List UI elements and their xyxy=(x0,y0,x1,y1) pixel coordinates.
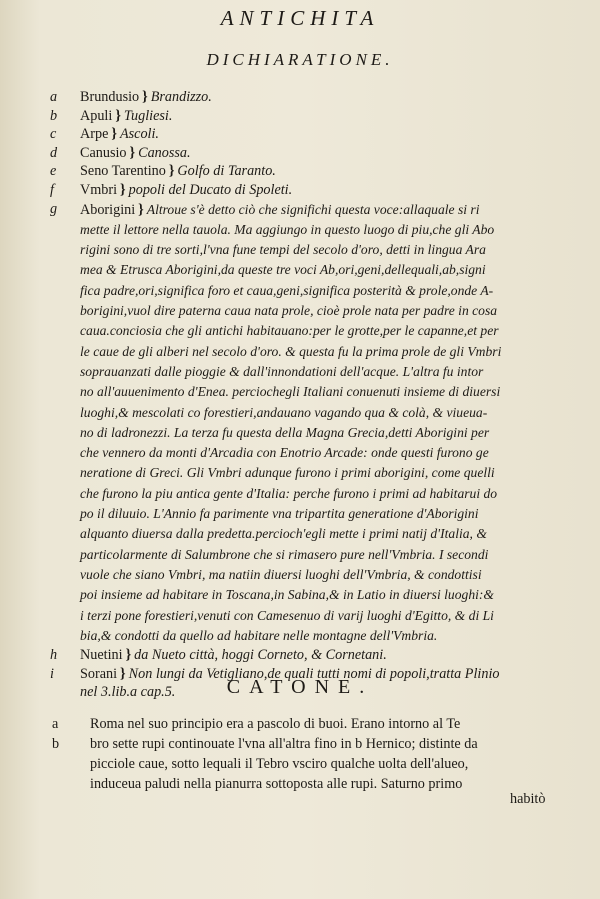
text-line: poi insieme ad habitare in Toscana,in Sabina,& in Latio in diuersi luoghi:& xyxy=(80,587,494,603)
entry-gloss-continuation: nel 3.lib.a cap.5. xyxy=(80,684,176,701)
text-line: rigini sono di tre sorti,l'vna fune tempi del secolo d'oro, detti in lingua Ara xyxy=(80,242,486,258)
text-line: po il diluuio. L'Annio fa parimente vna tripartita generatione d'Aborigini xyxy=(80,506,479,522)
entry-gloss: Tugliesi. xyxy=(123,107,173,124)
text-line: particolarmente di Salumbrone che si rimasero pure nell'Vmbria. I secondi xyxy=(80,546,489,562)
brace-symbol: } xyxy=(138,201,144,218)
text-line: neratione di Greci. Gli Vmbri adunque furono i primi aborigini, come quelli xyxy=(80,465,495,481)
entry-marker: b xyxy=(50,107,58,124)
catone-heading: CATONE. xyxy=(226,676,374,698)
entry-term: Aborigini xyxy=(80,201,136,218)
glossary-entry xyxy=(50,125,580,144)
section-title: DICHIARATIONE. xyxy=(206,50,394,69)
catchword: habitò xyxy=(510,791,546,807)
line-marker: a xyxy=(52,716,59,732)
entry-gloss: popoli del Ducato di Spoleti. xyxy=(128,181,293,198)
entry-term: Canusio xyxy=(80,144,127,161)
text-line: Altroue s'è detto ciò che significhi questa voce:allaquale si ri xyxy=(146,201,480,217)
text-line: le caue de gli alberi nel secolo d'oro. & questa fu la prima prole de gli Vmbri xyxy=(80,343,502,359)
catone-body xyxy=(52,714,590,794)
text-line: luoghi,& mescolati co forestieri,andauano vagando qua & colà, & viueua- xyxy=(80,404,488,420)
text-line: caua.conciosia che gli antichi habitauano:per le grotte,per le capanne,et per xyxy=(80,323,499,339)
entry-term: Seno Tarentino xyxy=(80,163,166,180)
entry-term: Sorani xyxy=(80,665,118,682)
entry-gloss: Non lungi da Vetigliano,de quali tutti nomi di popoli,tratta Plinio xyxy=(128,665,500,682)
text-line: i terzi pone forestieri,venuti con Camesenuo di varij luoghi d'Egitto, & di Li xyxy=(80,607,494,623)
entry-gloss: Brandizzo. xyxy=(150,89,212,105)
running-head: ANTICHITA xyxy=(220,6,380,30)
text-line: che furono la piu antica gente d'Italia: perche furono i primi ad habitarui do xyxy=(80,485,498,501)
brace-symbol: } xyxy=(125,647,132,664)
entry-term: Arpe xyxy=(80,126,109,143)
body-line xyxy=(52,714,590,734)
entry-gloss: Golfo di Taranto. xyxy=(177,163,276,180)
entry-gloss: Canossa. xyxy=(138,144,191,161)
brace-symbol: } xyxy=(129,144,136,161)
line-text: Roma nel suo principio era a pascolo di buoi. Erano intorno al Te xyxy=(90,716,461,732)
entry-term: Apuli xyxy=(80,107,113,124)
glossary-entry xyxy=(50,181,580,200)
text-line: vuole che siano Vmbri, ma natiin diuersi luoghi dell'Vmbria, & condottisi xyxy=(80,566,482,582)
text-line: bia,& condotti da quello ad habitare nelle montagne dell'Vmbria. xyxy=(80,627,438,643)
entry-marker: d xyxy=(50,144,58,161)
text-line: che vennero da monti d'Arcadia con Enotrio Arcade: onde questi furono ge xyxy=(80,445,489,461)
brace-symbol: } xyxy=(111,126,117,143)
glossary-entry xyxy=(50,646,580,665)
entry-marker: g xyxy=(50,200,58,217)
brace-symbol: } xyxy=(168,163,175,180)
glossary-entries xyxy=(50,88,580,702)
text-line: soprauanzati dalle pioggie & dall'innondationi dell'acque. L'altra fu intor xyxy=(80,363,484,379)
brace-symbol: } xyxy=(115,107,121,124)
glossary-entry xyxy=(50,162,580,181)
body-line xyxy=(90,754,590,774)
text-line: no di ladronezzi. La terza fu questa della Magna Grecia,detti Aborigini per xyxy=(80,424,490,440)
entry-term: Nuetini xyxy=(80,647,123,664)
entry-term: Vmbri xyxy=(80,181,118,198)
text-line: mette il lettore nella tauola. Ma aggiungo in questo luogo di piu,che gli Abo xyxy=(80,221,495,237)
entry-marker: f xyxy=(50,181,54,198)
text-line: mea & Etrusca Aborigini,da queste tre voci Ab,ori,geni,dellequali,ab,signi xyxy=(80,262,486,278)
body-line xyxy=(52,734,590,754)
glossary-entry-aborigini xyxy=(50,200,580,647)
text-line: no all'auuenimento d'Enea. perciochegli Italiani conuenuti insieme di diuersi xyxy=(80,384,501,400)
glossary-entry xyxy=(50,107,580,126)
entry-marker: i xyxy=(50,665,54,682)
entry-marker: a xyxy=(50,89,58,105)
glossary-entry xyxy=(50,88,580,107)
entry-marker: h xyxy=(50,647,58,664)
line-marker: b xyxy=(52,736,60,752)
entry-gloss: Ascoli. xyxy=(119,126,159,143)
line-text: induceua paludi nella pianurra sottoposta alle rupi. Saturno primo xyxy=(90,776,463,792)
line-text: picciole caue, sotto lequali il Tebro vsciro qualche uolta dell'alueo, xyxy=(90,756,469,772)
text-line: alquanto diuersa dalla predetta.percioch'egli mette i primi natij d'Italia, & xyxy=(80,526,487,542)
glossary-entry xyxy=(50,144,580,163)
entry-term: Brundusio xyxy=(80,89,140,105)
entry-gloss: da Nueto città, hoggi Corneto, & Cornetani. xyxy=(134,647,387,664)
text-line: fica padre,ori,significa foro et caua,geni,significa posterità & prole,onde A- xyxy=(80,282,494,298)
line-text: bro sette rupi continouate l'vna all'altra fino in b Hernico; distinte da xyxy=(90,736,478,752)
brace-symbol: } xyxy=(120,665,126,682)
text-line: borigini,vuol dire paterna caua nata prole, cioè prole nata per padre in cosa xyxy=(80,303,498,319)
brace-symbol: } xyxy=(120,181,126,198)
entry-marker: c xyxy=(50,126,57,143)
brace-symbol: } xyxy=(142,89,148,105)
entry-marker: e xyxy=(50,163,57,180)
